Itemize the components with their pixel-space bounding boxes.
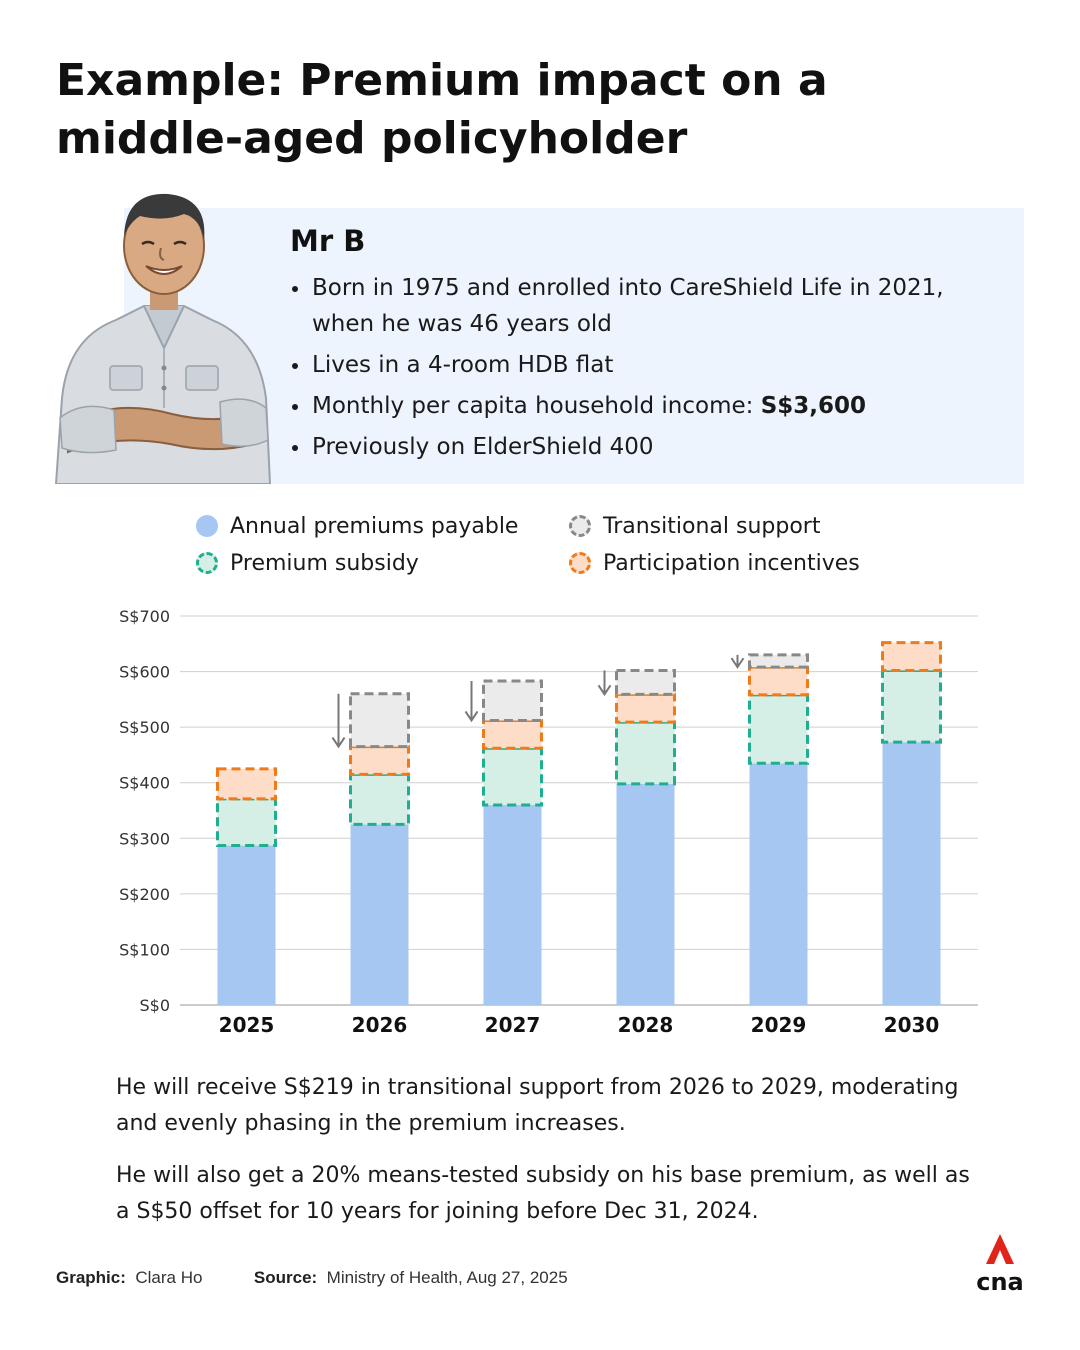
note-transitional: He will receive S$219 in transitional support from 2026 to 2029, moderating and evenly phasing in the premium increases. bbox=[116, 1075, 959, 1136]
bar-incentives bbox=[218, 769, 276, 799]
bar-subsidy bbox=[484, 748, 542, 805]
swatch-incentives-icon bbox=[569, 552, 591, 574]
bar-incentives bbox=[351, 747, 409, 775]
svg-text:cna: cna bbox=[976, 1268, 1024, 1296]
x-tick-label: 2027 bbox=[484, 1013, 541, 1037]
bar-payable bbox=[883, 742, 941, 1005]
bar-subsidy bbox=[351, 774, 409, 824]
y-tick-label: S$400 bbox=[119, 773, 170, 793]
stacked-bar-chart bbox=[100, 600, 1000, 1045]
legend-incentives: Participation incentives bbox=[569, 545, 860, 581]
cna-logo-icon bbox=[972, 1232, 1028, 1298]
y-tick-label: S$0 bbox=[139, 996, 170, 1015]
profile-facts bbox=[290, 270, 1010, 470]
x-tick-label: 2025 bbox=[218, 1013, 275, 1037]
swatch-subsidy-icon bbox=[196, 552, 218, 574]
source-value: Ministry of Health, Aug 27, 2025 bbox=[326, 1268, 568, 1287]
x-tick-label: 2028 bbox=[617, 1013, 674, 1037]
y-tick-label: S$100 bbox=[119, 940, 170, 960]
x-tick-label: 2029 bbox=[750, 1013, 807, 1037]
y-tick-label: S$500 bbox=[119, 718, 170, 738]
bar-subsidy bbox=[617, 722, 675, 784]
bar-payable bbox=[484, 805, 542, 1005]
bar-payable bbox=[750, 763, 808, 1005]
man-illustration bbox=[52, 188, 274, 484]
graphic-value: Clara Ho bbox=[135, 1268, 203, 1287]
bar-transitional bbox=[750, 655, 808, 667]
bar-subsidy bbox=[750, 695, 808, 763]
y-tick-label: S$300 bbox=[119, 829, 170, 849]
bar-incentives bbox=[484, 720, 542, 748]
fact-birth: Born in 1975 and enrolled into CareShield Life in 2021, when he was 46 years old bbox=[290, 270, 1010, 342]
bar-subsidy bbox=[218, 799, 276, 846]
bar-incentives bbox=[883, 643, 941, 671]
y-tick-label: S$600 bbox=[119, 662, 170, 682]
legend-transitional: Transitional support bbox=[569, 508, 820, 544]
income-value: S$3,600 bbox=[760, 393, 867, 419]
note-subsidy: He will also get a 20% means-tested subsidy on his base premium, as well as a S$50 offset for 10 years for joining before Dec 31, 2024. bbox=[116, 1163, 970, 1224]
bar-subsidy bbox=[883, 670, 941, 742]
bar-payable bbox=[218, 846, 276, 1005]
bar-transitional bbox=[351, 694, 409, 747]
y-tick-label: S$700 bbox=[119, 607, 170, 626]
bar-incentives bbox=[617, 694, 675, 722]
fact-housing: Lives in a 4-room HDB flat bbox=[290, 347, 1010, 383]
profile-name: Mr B bbox=[290, 224, 366, 258]
bar-transitional bbox=[484, 681, 542, 720]
bar-transitional bbox=[617, 670, 675, 694]
bar-incentives bbox=[750, 667, 808, 695]
x-tick-label: 2026 bbox=[351, 1013, 408, 1037]
swatch-payable-icon bbox=[196, 515, 218, 537]
footer-credits bbox=[56, 1268, 568, 1288]
graphic-label: Graphic: bbox=[56, 1268, 126, 1287]
x-tick-label: 2030 bbox=[883, 1013, 940, 1037]
fact-income: Monthly per capita household income: S$3,600 bbox=[290, 388, 1010, 424]
bar-payable bbox=[351, 824, 409, 1005]
source-label: Source: bbox=[253, 1268, 318, 1287]
legend-subsidy: Premium subsidy bbox=[196, 545, 419, 581]
headline: Example: Premium impact on a middle-aged policyholder bbox=[56, 55, 828, 164]
y-tick-label: S$200 bbox=[119, 884, 170, 904]
chart-legend bbox=[196, 508, 916, 584]
swatch-transitional-icon bbox=[569, 515, 591, 537]
fact-previous-plan: Previously on ElderShield 400 bbox=[290, 429, 1010, 465]
legend-payable: Annual premiums payable bbox=[196, 508, 518, 544]
bar-payable bbox=[617, 784, 675, 1005]
